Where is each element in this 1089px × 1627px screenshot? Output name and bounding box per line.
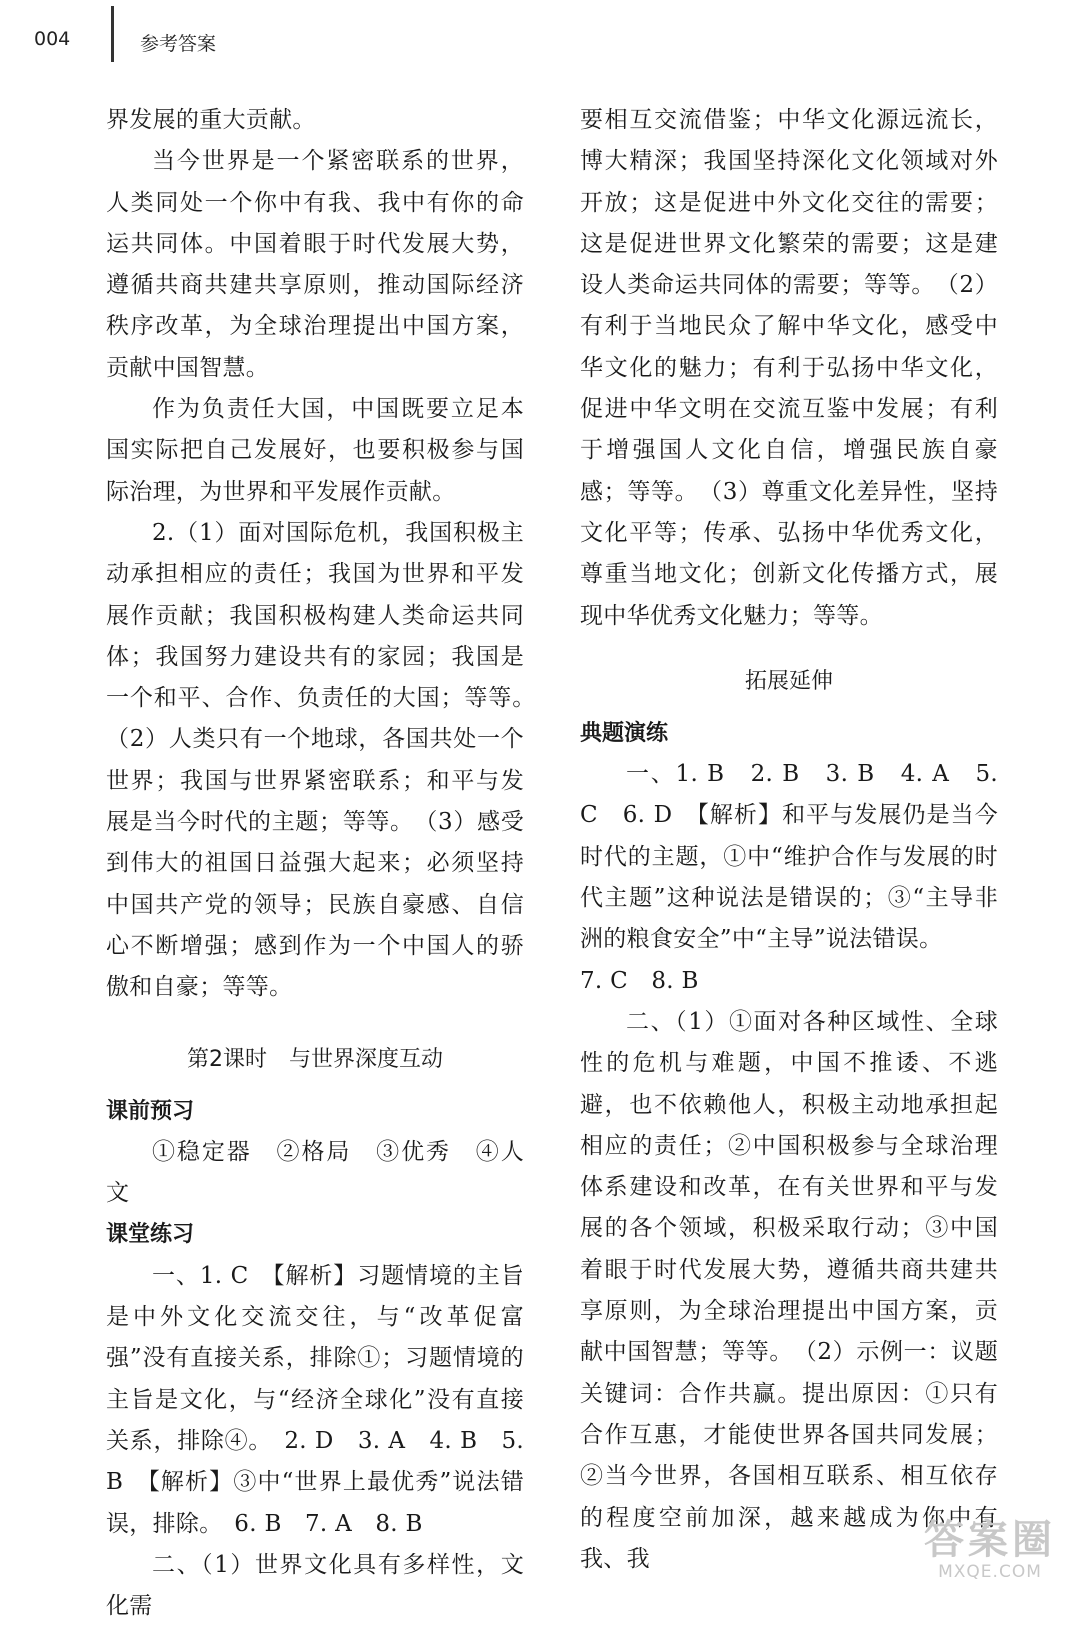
watermark-text: 答案圈 [924,1517,1056,1563]
preview-answers: ①稳定器 ②格局 ③优秀 ④人文 [106,1138,524,1207]
exercise-answers-1: 一、1. B 2. B 3. B 4. A 5. C 6. D 【解析】和平与发展仍是当今时代的主题，①中“维护合作与发展的时代主题”这种说法是错误的；③“主导非洲的粮食安全”中“主导”说法错误。 [580,761,998,953]
watermark-logo [915,1518,1065,1584]
header-divider [111,6,114,62]
paragraph: 当今世界是一个紧密联系的世界，人类同处一个你中有我、我中有你的命运共同体。中国着眼于时代发展大势，遵循共商共建共享原则，推动国际经济秩序改革，为全球治理提出中国方案，贡献中国智慧。 [106,148,524,381]
right-column [580,100,998,1580]
paragraph: 界发展的重大贡献。 [106,107,316,133]
page-header [0,0,1089,80]
lesson-heading: 第2课时 与世界深度互动 [187,1046,443,1072]
exercise-answers-7-8: 7. C 8. B [580,967,699,994]
page-number: 004 [34,28,71,50]
section-heading-typical-exercises: 典题演练 [580,720,669,746]
paragraph: 要相互交流借鉴；中华文化源远流长，博大精深；我国坚持深化文化领域对外开放；这是促进中外文化交往的需要；这是促进世界文化繁荣的需要；这是建设人类命运共同体的需要；等等。 （2）有利于当地民众了解中华文化，感受中华文化的魅力；有利于弘扬中华文化，促进中华文明在交流互鉴中发展；有利于增强国人文化自信，增强民族自豪感；等等。 （3）尊重文化差异性，坚持文化平等；传承、弘扬中华优秀文化，尊重当地文化；创新文化传播方式，展现中华优秀文化魅力；等等。 [580,107,998,629]
exercise-answers-2: 二、（1）①面对各种区域性、全球性的危机与难题，中国不推诿、不逃避，也不依赖他人，积极主动地承担起相应的责任；②中国积极参与全球治理体系建设和改革，在有关世界和平与发展的各个领域，积极采取行动；③中国着眼于时代发展大势，遵循共商共建共享原则，为全球治理提出中国方案，贡献中国智慧；等等。 （2）示例一：议题关键词：合作共赢。提出原因：①只有合作互惠，才能使世界各国共同发展；②当今世界，各国相互联系、相互依存的程度空前加深，越来越成为你中有我、我 [580,1008,998,1572]
paragraph: 作为负责任大国，中国既要立足本国实际把自己发展好，也要积极参与国际治理，为世界和平发展作贡献。 [106,396,524,505]
section-heading-extension: 拓展延伸 [744,668,833,694]
running-title: 参考答案 [140,33,217,55]
practice-answers-1: 一、1. C 【解析】习题情境的主旨是中外文化交流交往，与“改革促富强”没有直接关系，排除①；习题情境的主旨是文化，与“经济全球化”没有直接关系，排除④。 2. D 3. A 4. B 5. B 【解析】③中“世界上最优秀”说法错误，排除。 6. B 7. A 8. B [106,1262,524,1537]
section-heading-preview: 课前预习 [106,1098,195,1124]
section-heading-practice: 课堂练习 [106,1222,195,1248]
left-column [106,100,548,1627]
watermark-url: MXQE.COM [938,1562,1042,1582]
answer-2: 2.（1）面对国际危机，我国积极主动承担相应的责任；我国为世界和平发展作贡献；我国积极构建人类命运共同体；我国努力建设共有的家园；我国是一个和平、合作、负责任的大国；等等。 （2）人类只有一个地球，各国共处一个世界；我国与世界紧密联系；和平与发展是当今时代的主题；等等。 （3）感受到伟大的祖国日益强大起来；必须坚持中国共产党的领导；民族自豪感、自信心不断增强；感到作为一个中国人的骄傲和自豪；等等。 [106,519,548,1001]
practice-answers-2-start: 二、（1）世界文化具有多样性，文化需 [106,1551,524,1620]
